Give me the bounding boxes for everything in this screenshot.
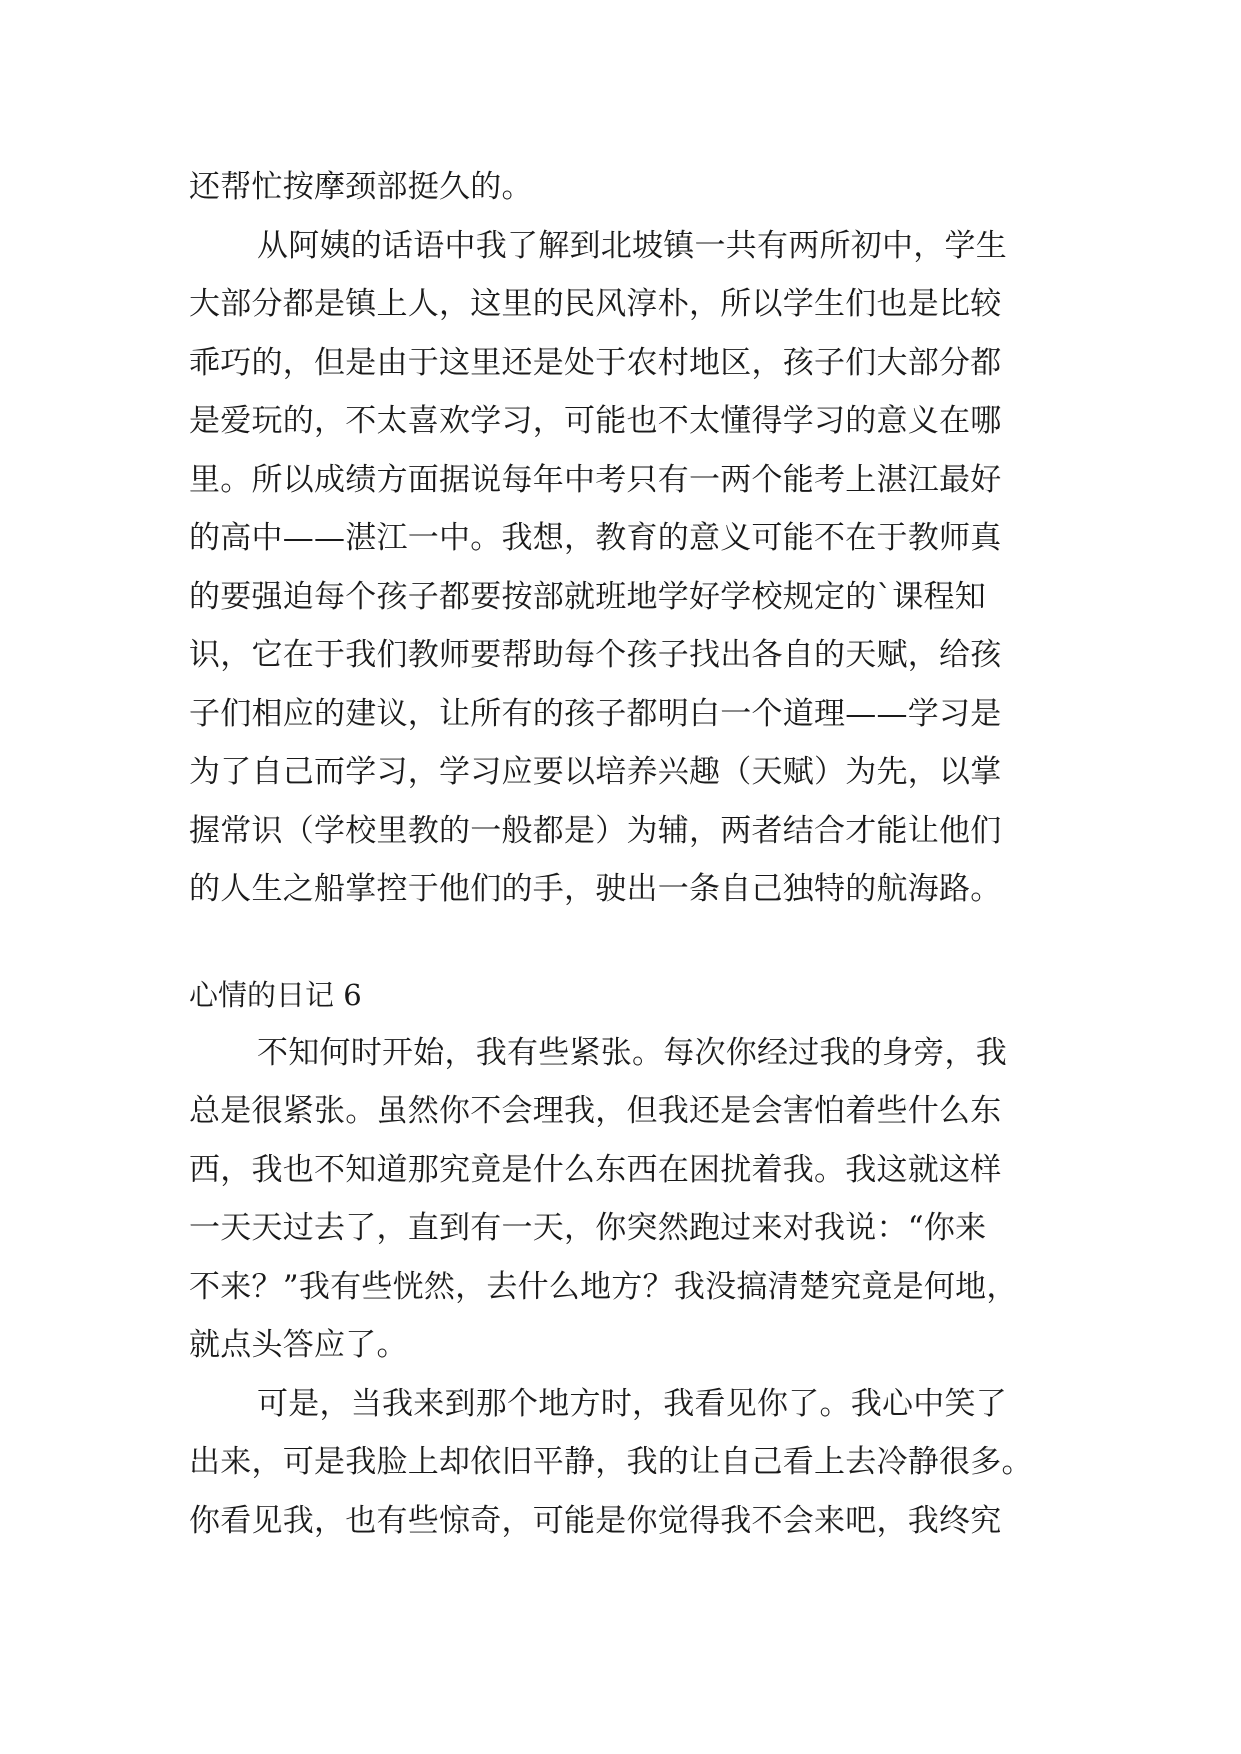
- document-body: [189, 158, 1059, 1550]
- text-line: 子们相应的建议，让所有的孩子都明白一个道理——学习是: [189, 695, 1002, 732]
- paragraph-start-line: 从阿姨的话语中我了解到北坡镇一共有两所初中，学生: [257, 227, 1007, 264]
- text-line: 出来，可是我脸上却依旧平静，我的让自己看上去冷静很多。: [189, 1444, 1033, 1480]
- text-line: 为了自己而学习，学习应要以培养兴趣（天赋）为先，以掌: [189, 754, 1002, 790]
- text-line: 一天天过去了，直到有一天，你突然跑过来对我说：“你来: [189, 1210, 987, 1246]
- text-line: 还帮忙按摩颈部挺久的。: [189, 169, 533, 205]
- text-line: 就点头答应了。: [189, 1327, 408, 1363]
- paragraph-start-line: 不知何时开始，我有些紧张。每次你经过我的身旁，我: [257, 1034, 1007, 1071]
- text-line: 乖巧的，但是由于这里还是处于农村地区，孩子们大部分都: [189, 344, 1002, 381]
- text-line: 握常识（学校里教的一般都是）为辅，两者结合才能让他们: [189, 812, 1002, 849]
- paragraph-start-line: 可是，当我来到那个地方时，我看见你了。我心中笑了: [257, 1385, 1007, 1422]
- text-line: 的人生之船掌控于他们的手，驶出一条自己独特的航海路。: [189, 871, 1002, 907]
- text-line: 西，我也不知道那究竟是什么东西在困扰着我。我这就这样: [189, 1151, 1002, 1188]
- text-line: 不来？”我有些恍然，去什么地方？我没搞清楚究竟是何地，: [189, 1268, 1018, 1305]
- text-line: 大部分都是镇上人，这里的民风淳朴，所以学生们也是比较: [189, 286, 1002, 322]
- text-line: 识，它在于我们教师要帮助每个孩子找出各自的天赋，给孩: [189, 637, 1002, 673]
- text-line: 你看见我，也有些惊奇，可能是你觉得我不会来吧，我终究: [189, 1502, 1002, 1539]
- text-line: 的要强迫每个孩子都要按部就班地学好学校规定的`课程知: [189, 578, 986, 615]
- text-line: 里。所以成绩方面据说每年中考只有一两个能考上湛江最好: [189, 461, 1002, 498]
- text-line: 是爱玩的，不太喜欢学习，可能也不太懂得学习的意义在哪: [189, 403, 1002, 439]
- text-line: 总是很紧张。虽然你不会理我，但我还是会害怕着些什么东: [189, 1093, 1002, 1129]
- text-line: 的高中——湛江一中。我想，教育的意义可能不在于教师真: [189, 520, 1002, 556]
- section-title: 心情的日记 6: [189, 977, 362, 1012]
